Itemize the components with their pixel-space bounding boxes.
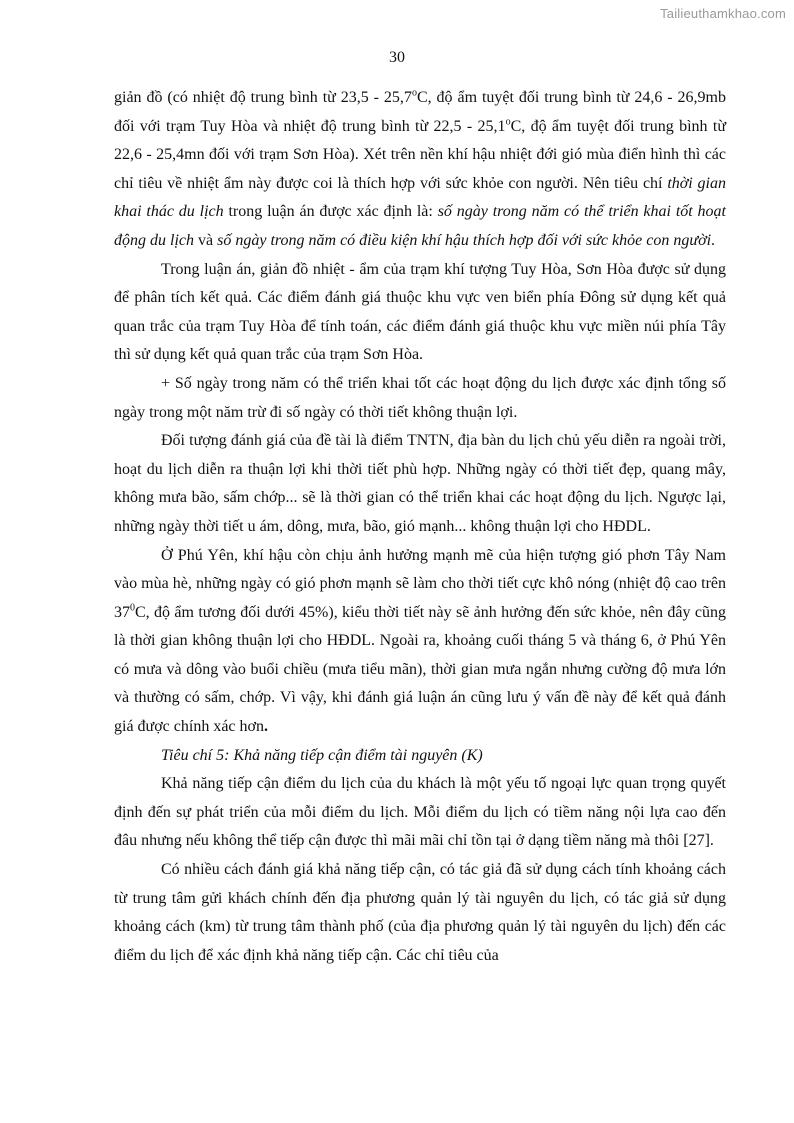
emphasis-text: số ngày trong năm có điều kiện khí hậu thích hợp đối với sức khỏe con người — [217, 231, 712, 249]
paragraph-phu-yen-climate: Ở Phú Yên, khí hậu còn chịu ảnh hưởng mạnh mẽ của hiện tượng gió phơn Tây Nam vào mùa hè, những ngày có gió phơn mạnh sẽ làm cho thời tiết cực khô nóng (nhiệt độ cao trên $37^0C$, độ ẩm tương đối dưới 45%), kiểu thời tiết này sẽ ảnh hưởng đến sức khỏe, nên đây cũng là thời gian không thuận lợi cho HĐDL. Ngoài ra, khoảng cuối tháng 5 và tháng 6, ở Phú Yên có mưa và dông vào buổi chiều (mưa tiểu mãn), thời gian mưa ngắn nhưng cường độ mưa lớn và thường có sấm, chớp. Vì vậy, khi đánh giá luận án cũng lưu ý vấn đề này để kết quả đánh giá được chính xác hơn. — [114, 546, 726, 736]
page-number: 30 — [389, 49, 405, 66]
paragraph-evaluation-object: Đối tượng đánh giá của đề tài là điểm TNTN, địa bàn du lịch chủ yếu diễn ra ngoài trời, hoạt du lịch diễn ra thuận lợi khi thời tiết phù hợp. Những ngày có thời tiết đẹp, quang mây, không mưa bão, sấm chớp... sẽ là thời gian có thể triển khai các hoạt động du lịch. Ngược lại, những ngày thời tiết u ám, dông, mưa, bão, gió mạnh... không thuận lợi cho HĐDL. — [114, 432, 726, 535]
document-body — [114, 84, 726, 970]
watermark-text: Tailieuthamkhao.com — [660, 6, 786, 21]
paragraph-accessibility: Khả năng tiếp cận điểm du lịch của du khách là một yếu tố ngoại lực quan trọng quyết định đến sự phát triển của mỗi điểm du lịch. Mỗi điểm du lịch có tiềm năng nội lựa cao đến đâu nhưng nếu không thể tiếp cận được thì mãi mãi chỉ tồn tại ở dạng tiềm năng mà thôi [27]. — [114, 775, 726, 850]
criterion-heading: Tiêu chí 5: Khả năng tiếp cận điểm tài nguyên (K) — [161, 746, 483, 764]
paragraph-methodology: Trong luận án, giản đồ nhiệt - ẩm của trạm khí tượng Tuy Hòa, Sơn Hòa được sử dụng để phân tích kết quả. Các điểm đánh giá thuộc khu vực ven biển phía Đông sử dụng kết quả quan trắc của trạm Tuy Hòa để tính toán, các điểm đánh giá thuộc khu vực miền núi phía Tây thì sử dụng kết quả quan trắc của trạm Sơn Hòa. — [114, 260, 726, 364]
emphasis-text: số ngày trong năm có thể triển khai tốt hoạt động du lịch — [114, 203, 726, 249]
emphasis-text: thời gian khai thác du lịch — [114, 174, 726, 221]
paragraph-continuation: giản đồ (có nhiệt độ trung bình từ 23,5 - 25,7$^o$C, độ ẩm tuyệt đối trung bình từ 24,6 - 26,9mb đối với trạm Tuy Hòa và nhiệt độ trung bình từ 22,5 - 25,1$^o$C, độ ẩm tuyệt đối trung bình từ 22,6 - 25,4mn đối với trạm Sơn Hòa). Xét trên nền khí hậu nhiệt đới gió mùa điển hình thì các chỉ tiêu về nhiệt ẩm này được coi là thích hợp với sức khỏe con người. Nên tiêu chí thời gian khai thác du lịch trong luận án được xác định là: số ngày trong năm có thể triển khai tốt hoạt động du lịch và số ngày trong năm có điều kiện khí hậu thích hợp đối với sức khỏe con người. — [114, 87, 726, 249]
paragraph-days-count: + Số ngày trong năm có thể triển khai tốt các hoạt động du lịch được xác định tổng số ngày trong một năm trừ đi số ngày có thời tiết không thuận lợi. — [114, 374, 726, 421]
superscript-degree: 0 — [130, 602, 135, 614]
paragraph-accessibility-methods: Có nhiều cách đánh giá khả năng tiếp cận, có tác giả đã sử dụng cách tính khoảng cách từ trung tâm gửi khách chính đến địa phương quản lý tài nguyên du lịch, có tác giả sử dụng khoảng cách (km) từ trung tâm thành phố (của địa phương quản lý tài nguyên du lịch) đến các điểm du lịch để xác định khả năng tiếp cận. Các chỉ tiêu của — [114, 861, 726, 964]
superscript-degree: o — [505, 116, 511, 128]
superscript-degree: o — [411, 87, 417, 99]
